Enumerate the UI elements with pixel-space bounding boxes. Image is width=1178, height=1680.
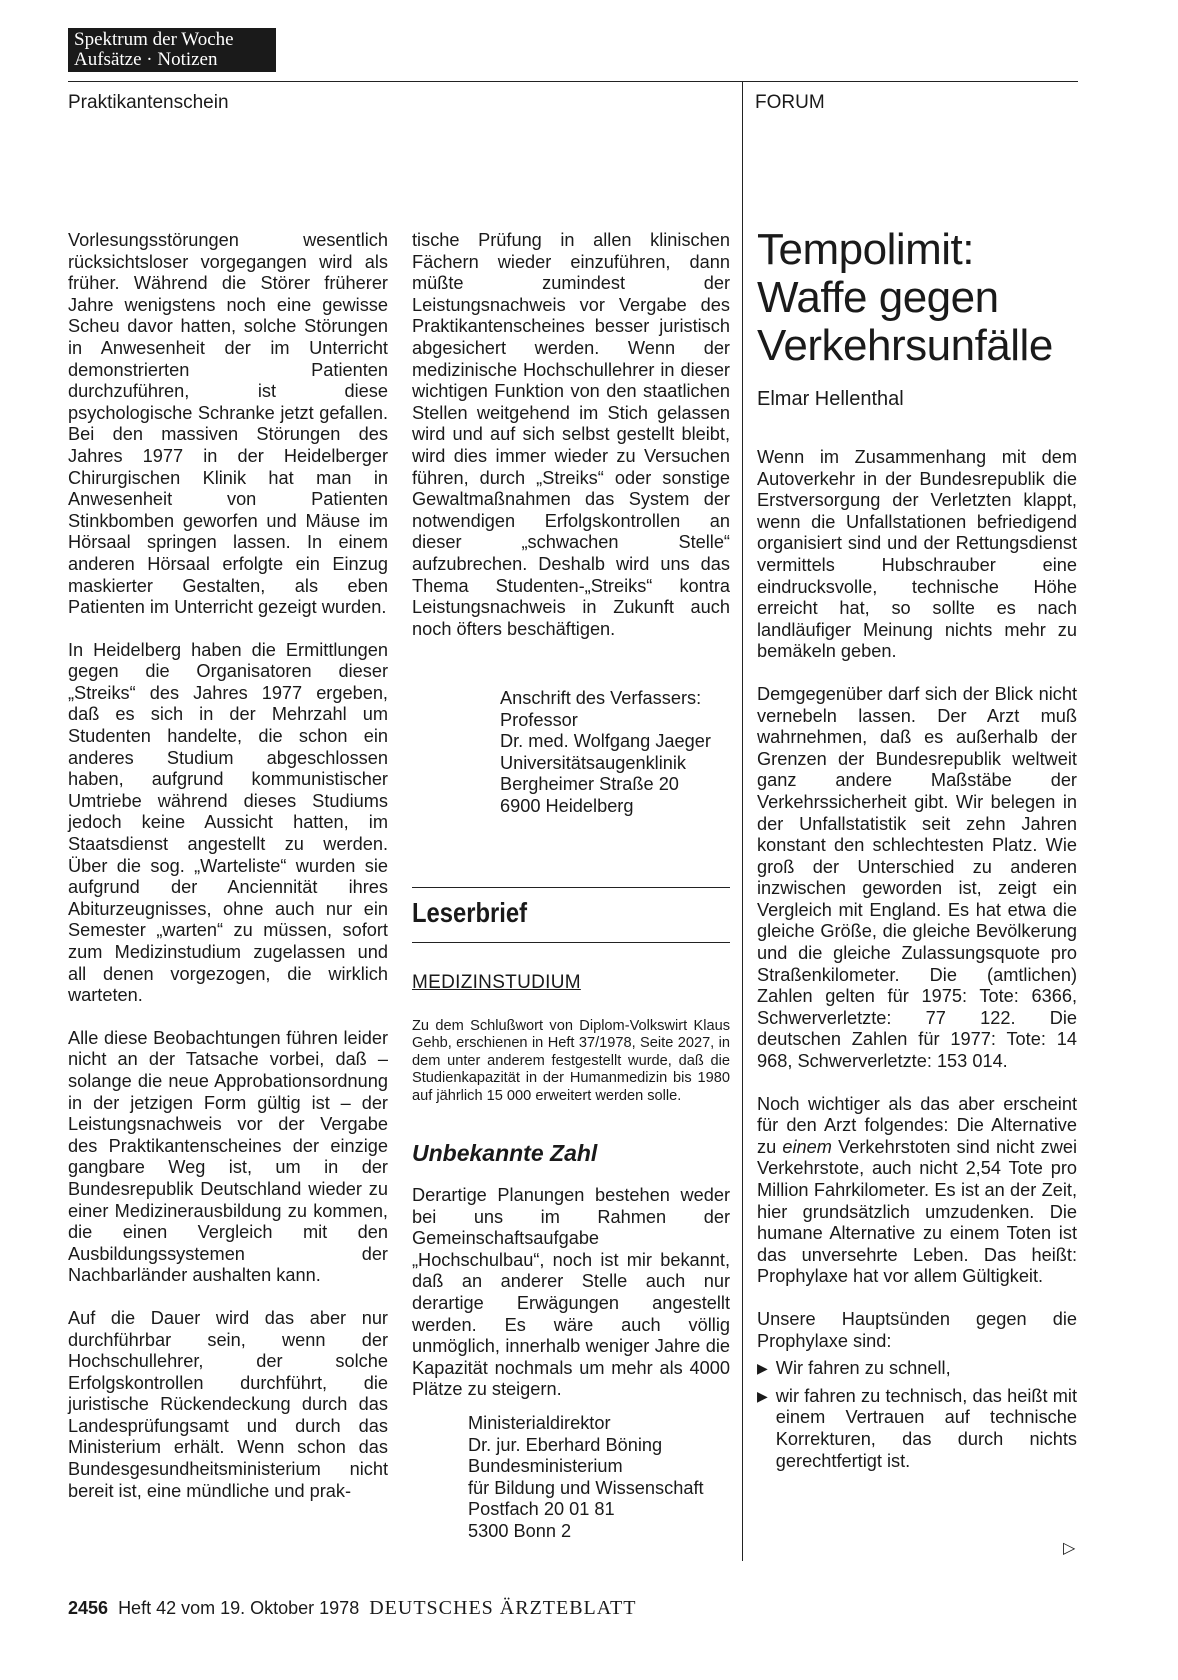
body-paragraph: tische Prüfung in allen klinischen Fächern wieder einzuführen, dann müßte zumindest der Leistungsnachweis vor Vergabe des Praktikantenscheines besser juristisch abgesichert werden. Wenn der medizinische Hochschullehrer in dieser wichtigen Funktion von den staatlichen Stellen weitgehend im Stich gelassen wird und auf sich selbst gestellt bleibt, wird dies immer wieder zu Versuchen führen, durch „Streiks“ oder sonstige Gewaltmaßnahmen das System der notwendigen Erfolgskontrollen an dieser „schwachen Stelle“ aufzubrechen. Deshalb wird uns das Thema Studenten-„Streiks“ kontra Leistungsnachweis in Zukunft auch noch öfters beschäftigen. (412, 230, 730, 639)
running-head-right: FORUM (755, 92, 825, 113)
address-line: Professor (500, 709, 578, 730)
section-badge-line2: Aufsätze · Notizen (74, 49, 218, 70)
body-paragraph: Alle diese Beobachtungen führen leider nicht an der Tatsache vorbei, daß – solange die neue Approbationsordnung in der jetzigen Form gültig ist – der Leistungsnachweis vor der Vergabe des Praktikantenscheines der einzige gangbare Weg ist, um in der Bundesrepublik Deutschland wieder zu einer Medizinerausbildung zu kommen, die einen Vergleich mit den Ausbildungssystemen der Nachbarländer aushalten kann. (68, 1027, 388, 1286)
address-line: Bergheimer Straße 20 (500, 774, 679, 795)
page-footer (68, 1597, 636, 1620)
signature-line: Dr. jur. Eberhard Böning (468, 1434, 663, 1455)
article-author: Elmar Hellenthal (757, 388, 904, 410)
article-title (757, 226, 1053, 370)
column-divider (742, 81, 743, 1561)
letter-topic: MEDIZINSTUDIUM (412, 972, 581, 993)
letter-body (412, 1185, 730, 1422)
running-head-left: Praktikantenschein (68, 92, 229, 113)
leserbrief-heading: Leserbrief (412, 897, 528, 928)
continue-arrow-icon: ▷ (1063, 1540, 1076, 1557)
body-paragraph: Noch wichtiger als das aber erscheint für den Arzt folgendes: Die Alternative zu einem Verkehrstoten sind nicht zwei Verkehrstote, auch nicht 2,54 Tote pro Million Fahrkilometer. Es ist an der Zeit, hier grundsätzlich umzudenken. Die humane Alternative zu einem Toten ist das unversehrte Leben. Das heißt: Prophylaxe hat vor allem Gültigkeit. (757, 1093, 1078, 1287)
triangle-bullet-icon: ▶ (757, 1387, 768, 1404)
article-column-2 (412, 230, 730, 661)
signature-line: 5300 Bonn 2 (468, 1520, 572, 1541)
article-column-1 (68, 230, 388, 1523)
section-rule-top (412, 887, 730, 888)
section-badge-line1: Spektrum der Woche (74, 29, 234, 50)
title-line: Verkehrsunfälle (757, 321, 1053, 370)
signature-line: Bundesministerium (468, 1456, 623, 1477)
issue-info: Heft 42 vom 19. Oktober 1978 (118, 1598, 360, 1618)
article-column-3 (757, 447, 1077, 1472)
address-line: Dr. med. Wolfgang Jaeger (500, 731, 711, 752)
journal-name: DEUTSCHES ÄRZTEBLATT (369, 1597, 637, 1619)
signature-line: für Bildung und Wissenschaft (468, 1477, 704, 1498)
address-line: Anschrift des Verfassers: (500, 688, 702, 708)
author-address (500, 688, 711, 818)
address-line: 6900 Heidelberg (500, 795, 634, 816)
body-paragraph: Demgegenüber darf sich der Blick nicht vernebeln lassen. Der Arzt muß wahrnehmen, daß es außerhalb der Grenzen der Bundesrepublik weltweit ganz andere Maßstäbe der Verkehrssicherheit gibt. Wir belegen in der Unfallstatistik seit zehn Jahren konstant den schlechtesten Platz. Wie groß der Unterschied zu anderen inzwischen geworden ist, zeigt ein Vergleich mit England. Es hat etwa die gleiche Größe, die gleiche Bevölkerung und die gleiche Zulassungsquote pro Straßenkilometer. Die (amtlichen) Zahlen gelten für 1975: Tote: 6366, Schwerverletzte: 77 122. Die deutschen Zahlen für 1977: Tote: 14 968, Schwerverletzte: 153 014. (757, 683, 1077, 1072)
signature-line: Ministerialdirektor (468, 1413, 611, 1433)
section-rule-bottom (412, 942, 730, 943)
title-line: Waffe gegen (757, 273, 999, 322)
bullet-item: ▶ Wir fahren zu schnell, (757, 1358, 951, 1379)
triangle-bullet-icon: ▶ (757, 1360, 768, 1377)
title-line: Tempolimit: (757, 225, 974, 274)
body-paragraph: Derartige Planungen bestehen weder bei uns im Rahmen der Gemeinschaftsaufgabe „Hochschulbau“, noch ist mir bekannt, daß an anderer Stelle auch nur derartige Erwägungen angestellt werden. Es wäre auch völlig unmöglich, innerhalb weniger Jahre die Kapazität nochmals um mehr als 4000 Plätze zu steigern. (412, 1185, 730, 1400)
address-line: Universitätsaugenklinik (500, 752, 687, 773)
body-paragraph: Unsere Hauptsünden gegen die Prophylaxe sind: (757, 1308, 1077, 1351)
body-paragraph: Auf die Dauer wird das aber nur durchführbar sein, wenn der Hochschullehrer, der solche Erfolgskontrollen durchführt, die juristische Rückendeckung durch das Landesprüfungsamt und durch das Ministerium erhält. Wenn schon das Bundesgesundheitsministerium nicht bereit ist, eine mündliche und prak- (68, 1307, 388, 1501)
letter-intro: Zu dem Schlußwort von Diplom-Volkswirt Klaus Gehb, erschienen in Heft 37/1978, Seite 2027, in dem unter anderem festgestellt wurde, daß die Studienkapazität in der Humanmedizin bis 1980 auf jährlich 15 000 erweitert werden solle. (412, 1018, 730, 1104)
body-paragraph: In Heidelberg haben die Ermittlungen gegen die Organisatoren dieser „Streiks“ des Jahres 1977 ergeben, daß es sich in der Mehrzahl um Studenten handelte, die schon ein anderes Studium abgeschlossen haben, aufgrund kommunistischer Umtriebe während dieses Studiums jedoch keine Aussicht hatten, im Staatsdienst angestellt zu werden. Über die sog. „Warteliste“ wurden sie aufgrund der Anciennität ihres Abiturzeugnisses, ohne auch nur ein Semester „warten“ zu müssen, sofort zum Medizinstudium zugelassen und all denen vorgezogen, die wirklich warteten. (68, 639, 388, 1006)
signature-line: Postfach 20 01 81 (468, 1499, 615, 1520)
page-number: 2456 (68, 1598, 109, 1618)
body-paragraph: Wenn im Zusammenhang mit dem Autoverkehr in der Bundesrepublik die Erstversorgung der Verletzten klappt, wenn die Unfallstationen befriedigend organisiert sind und der Rettungsdienst vermittels Hubschrauber eine eindrucksvolle, technische Höhe erreicht hat, so sollte es nach landläufiger Meinung nichts mehr zu bemäkeln geben. (757, 447, 1077, 662)
section-badge (68, 28, 276, 72)
header-rule (68, 81, 1078, 82)
letter-title: Unbekannte Zahl (412, 1140, 598, 1166)
body-paragraph: Vorlesungsstörungen wesentlich rücksichtsloser vorgegangen wird als früher. Während die Störer früherer Jahre wenigstens noch eine gewisse Scheu davor hatten, solche Störungen in Anwesenheit der im Unterricht demonstrierten Patienten durchzuführen, ist diese psychologische Schranke jetzt gefallen. Bei den massiven Störungen des Jahres 1977 in der Heidelberger Chirurgischen Klinik hat man in Anwesenheit von Patienten Stinkbomben geworfen und Mäuse im Hörsaal springen lassen. In einem anderen Hörsaal erfolgte ein Einzug maskierter Gestalten, als eben Patienten im Unterricht gezeigt wurden. (68, 230, 388, 618)
bullet-item: ▶ wir fahren zu technisch, das heißt mit einem Vertrauen auf technische Korrekturen, das durch nichts gerechtfertigt ist. (757, 1385, 1077, 1471)
emphasis: einem (782, 1136, 832, 1157)
letter-signature (468, 1413, 704, 1543)
